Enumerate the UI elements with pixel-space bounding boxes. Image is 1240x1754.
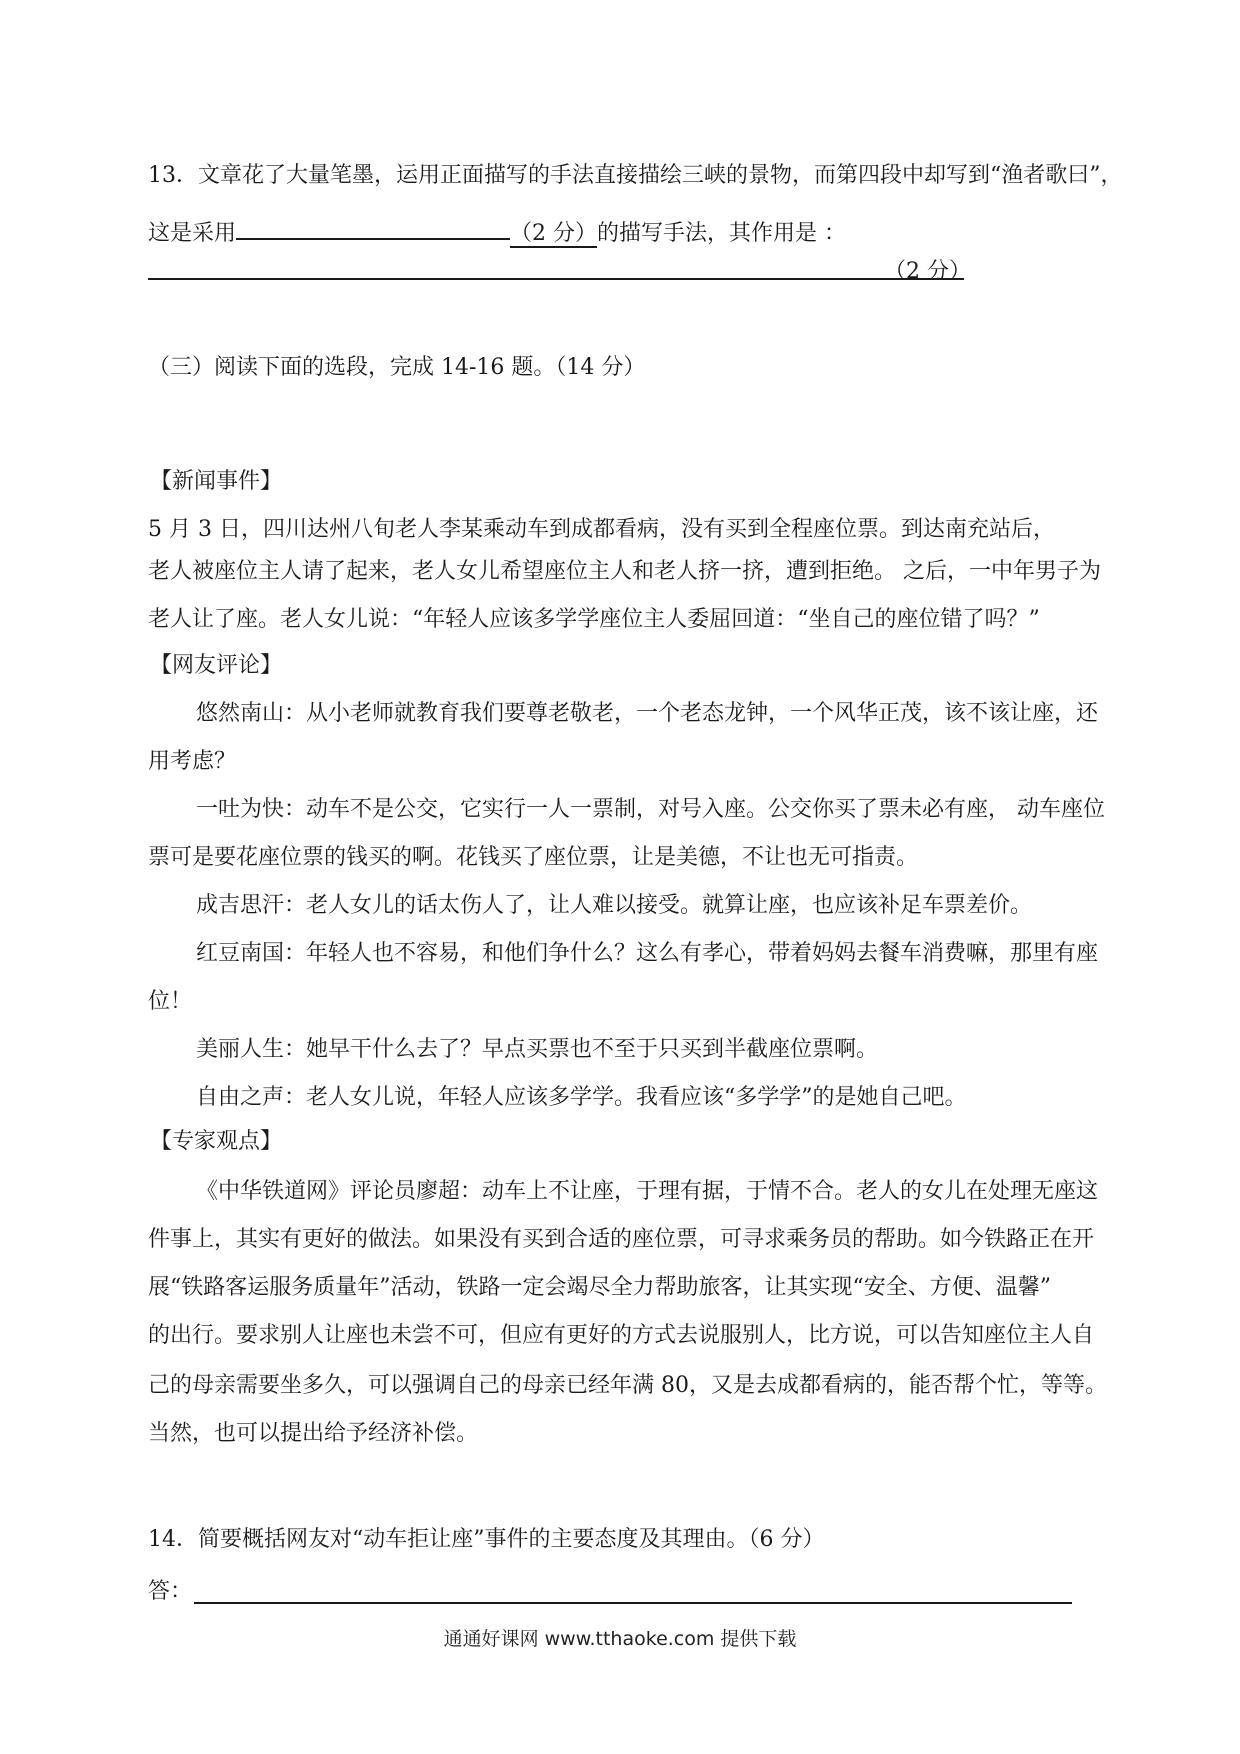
q13-line2-prefix: 这是采用 xyxy=(148,221,237,246)
news-line-2: 老人被座位主人请了起来，老人女儿希望座位主人和老人挤一挤，遭到拒绝。 之后，一中年男子为 xyxy=(148,559,1101,584)
comment-3-line-1: 成吉思汗：老人女儿的话太伤人了，让人难以接受。就算让座，也应该补足车票差价。 xyxy=(196,893,1033,918)
section3-title: （三）阅读下面的选段，完成 14-16 题。（14 分） xyxy=(148,355,646,380)
expert-line-4: 的出行。要求别人让座也未尝不可，但应有更好的方式去说服别人，比方说，可以告知座位主人自 xyxy=(148,1323,1095,1348)
q13-line2-suffix: 的描写手法，其作用是 ： xyxy=(597,221,847,246)
news-line-3: 老人让了座。老人女儿说：“年轻人应该多学学座位主人委屈回道：“坐自己的座位错了吗？” xyxy=(148,607,1040,632)
comments-heading: 【网友评论】 xyxy=(150,653,283,678)
comment-1-line-2: 用考虑？ xyxy=(148,749,237,774)
expert-heading: 【专家观点】 xyxy=(150,1129,283,1154)
q14-answer-blank[interactable] xyxy=(194,1602,1072,1604)
q13-line2-score: （2 分） xyxy=(510,221,598,246)
expert-line-1: 《中华铁道网》评论员廖超：动车上不让座，于理有据，于情不合。老人的女儿在处理无座这 xyxy=(196,1179,1099,1204)
expert-line-6: 当然，也可以提出给予经济补偿。 xyxy=(148,1421,479,1446)
q13-answer-blank-1[interactable] xyxy=(236,212,510,240)
comment-6-line-1: 自由之声：老人女儿说，年轻人应该多学学。我看应该“多学学”的是她自己吧。 xyxy=(196,1085,967,1110)
page-footer: 通通好课网 www.tthaoke.com 提供下载 xyxy=(443,1628,797,1650)
q13-line2 xyxy=(148,212,1096,250)
comment-4-line-1: 红豆南国：年轻人也不容易，和他们争什么？这么有孝心，带着妈妈去餐车消费嘛，那里有座 xyxy=(196,941,1099,966)
comment-5-line-1: 美丽人生：她早干什么去了？早点买票也不至于只买到半截座位票啊。 xyxy=(196,1037,879,1062)
news-heading: 【新闻事件】 xyxy=(150,469,283,494)
expert-line-5: 己的母亲需要坐多久，可以强调自己的母亲已经年满 80，又是去成都看病的，能否帮个忙，等等。 xyxy=(148,1373,1107,1398)
comment-2-line-2: 票可是要花座位票的钱买的啊。花钱买了座位票，让是美德，不让也无可指责。 xyxy=(148,845,919,870)
expert-line-2: 件事上，其实有更好的做法。如果没有买到合适的座位票，可寻求乘务员的帮助。如今铁路正在开 xyxy=(148,1227,1095,1252)
news-line-1: 5 月 3 日，四川达州八旬老人李某乘动车到成都看病，没有买到全程座位票。到达南充站后， xyxy=(148,517,1055,542)
q14-answer-label: 答： xyxy=(148,1579,193,1604)
comment-2-line-1: 一吐为快：动车不是公交，它实行一人一票制，对号入座。公交你买了票未必有座， 动车座位 xyxy=(196,797,1105,822)
q13-answer-blank-2[interactable] xyxy=(148,278,964,280)
q13-line3-score: （2 分） xyxy=(884,259,971,284)
q13-line1: 13．文章花了大量笔墨，运用正面描写的手法直接描绘三峡的景物，而第四段中却写到“渔者歌曰”， xyxy=(148,163,1123,188)
comment-1-line-1: 悠然南山：从小老师就教育我们要尊老敬老，一个老态龙钟，一个风华正茂，该不该让座，还 xyxy=(196,701,1099,726)
q14-question: 14．简要概括网友对“动车拒让座”事件的主要态度及其理由。（6 分） xyxy=(148,1527,825,1552)
expert-line-3: 展“铁路客运服务质量年”活动，铁路一定会竭尽全力帮助旅客，让其实现“安全、方便、温馨” xyxy=(148,1275,1051,1300)
comment-4-line-2: 位！ xyxy=(148,989,193,1014)
